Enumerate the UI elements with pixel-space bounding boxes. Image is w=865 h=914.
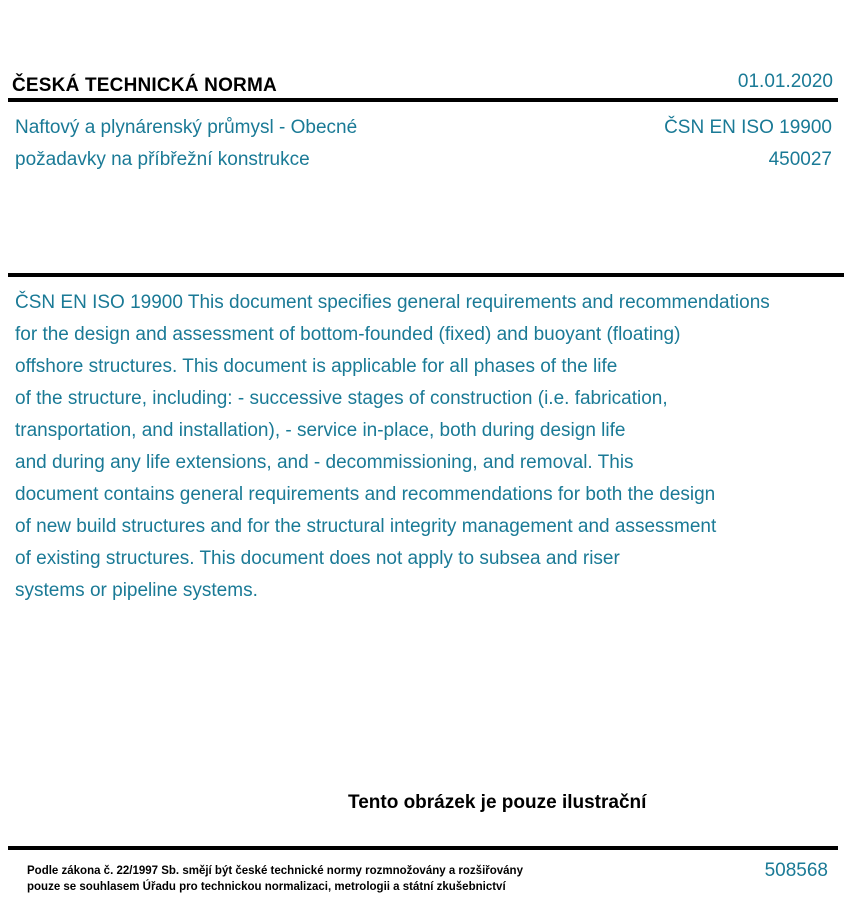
legal-notice-line: pouze se souhlasem Úřadu pro technickou normalizaci, metrologii a státní zkušebnictví — [27, 881, 506, 893]
standard-designation: ČSN EN ISO 19900 — [664, 117, 832, 138]
abstract-line: ČSN EN ISO 19900 This document specifies general requirements and recommendations — [15, 292, 770, 313]
abstract-line: for the design and assessment of bottom-founded (fixed) and buoyant (floating) — [15, 324, 681, 345]
abstract-line: and during any life extensions, and - decommissioning, and removal. This — [15, 452, 634, 473]
standard-title-line-2: požadavky na příbřežní konstrukce — [15, 149, 310, 170]
effective-date: 01.01.2020 — [737, 71, 833, 92]
abstract-line: of the structure, including: - successive stages of construction (i.e. fabrication, — [15, 388, 668, 409]
abstract-line: of new build structures and for the structural integrity management and assessment — [15, 516, 717, 537]
legal-notice-line: Podle zákona č. 22/1997 Sb. smějí být české technické normy rozmnožovány a rozšiřovány — [27, 865, 523, 877]
classification-code: 450027 — [768, 149, 832, 170]
document-number: 508568 — [764, 860, 828, 881]
abstract-line: of existing structures. This document does not apply to subsea and riser — [15, 548, 620, 569]
standard-title-line-1: Naftový a plynárenský průmysl - Obecné — [15, 117, 358, 138]
abstract-line: systems or pipeline systems. — [15, 580, 258, 601]
footer-divider — [8, 846, 838, 850]
abstract-text — [15, 287, 865, 607]
abstract-line: offshore structures. This document is applicable for all phases of the life — [15, 356, 618, 377]
abstract-line: transportation, and installation), - service in-place, both during design life — [15, 420, 626, 441]
header-divider — [8, 98, 838, 102]
page-header-title: ČESKÁ TECHNICKÁ NORMA — [12, 75, 277, 96]
legal-notice — [27, 863, 523, 895]
abstract-line: document contains general requirements and recommendations for both the design — [15, 484, 716, 505]
title-divider — [8, 273, 844, 277]
illustration-note: Tento obrázek je pouze ilustrační — [348, 792, 647, 813]
